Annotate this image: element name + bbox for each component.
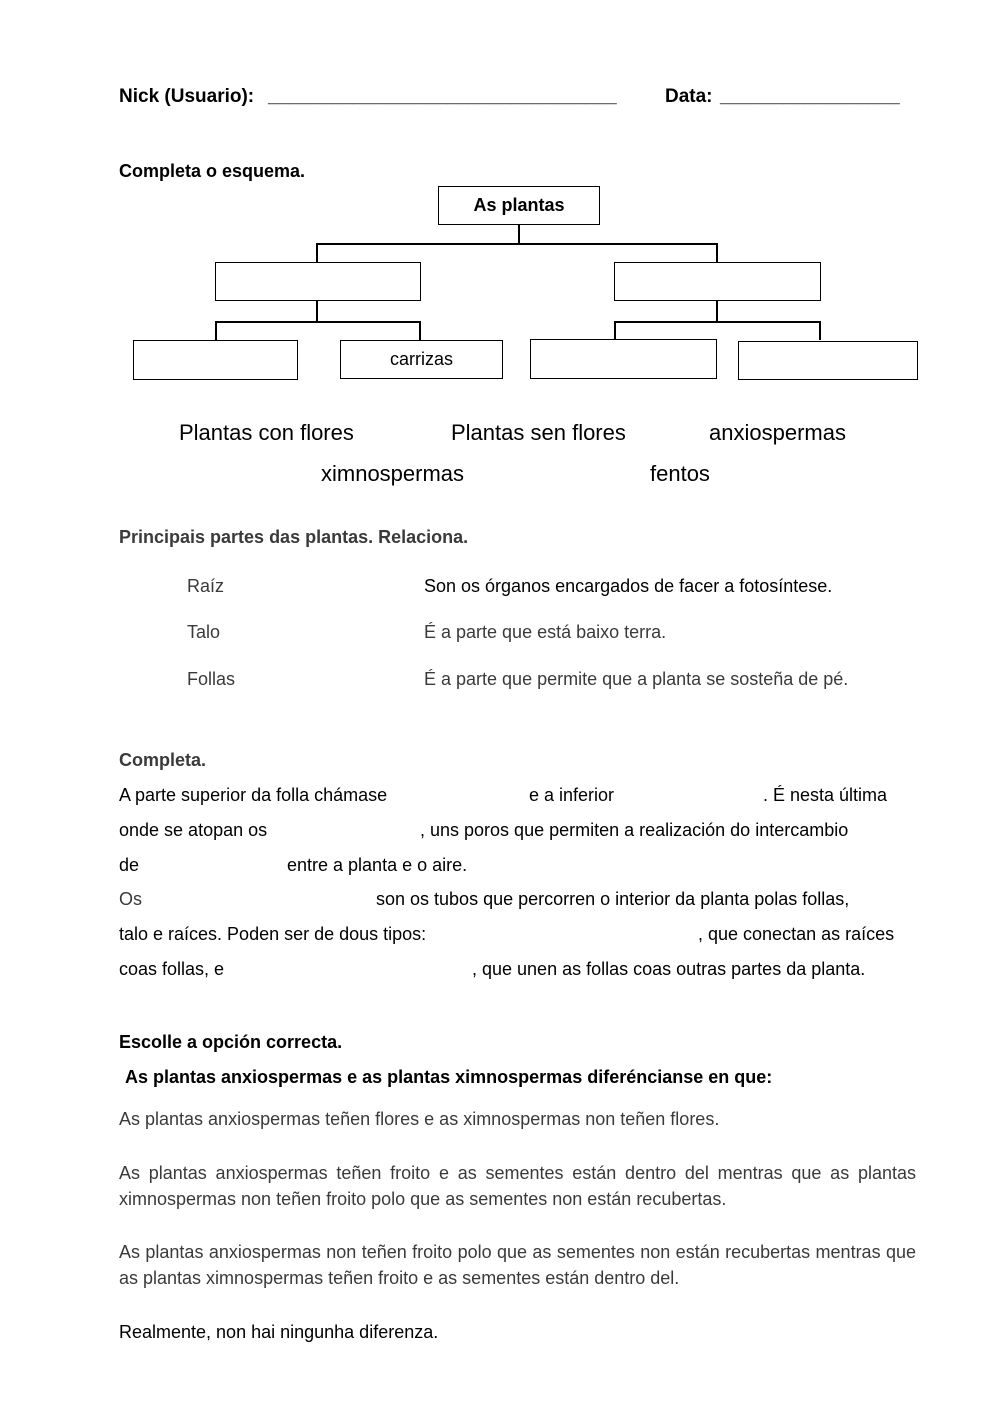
connector: [614, 321, 616, 340]
diagram-leaf-carrizas: [340, 340, 503, 379]
match-definition[interactable]: Son os órganos encargados de facer a fotosíntese.: [424, 576, 833, 596]
connector: [215, 321, 217, 340]
answer-option-3[interactable]: As plantas anxiospermas non teñen froito polo que as sementes non están recubertas mentras que as plantas ximnospermas teñen froito e as sementes están dentro del.: [119, 1242, 916, 1288]
word-bank-item[interactable]: ximnospermas: [321, 461, 465, 486]
date-label: Data:: [665, 86, 713, 107]
fill-text: A parte superior da folla chámase: [119, 785, 388, 805]
section-title-choose: Escolle a opción correcta.: [119, 1032, 343, 1052]
nick-label: Nick (Usuario):: [119, 86, 255, 107]
connector: [716, 243, 718, 262]
diagram-root-label: As plantas: [473, 195, 565, 215]
fill-text: , que conectan as raíces: [698, 924, 895, 944]
fill-blank-vessel-type-1[interactable]: [470, 922, 695, 945]
connector: [614, 321, 821, 323]
fill-blank-vessels[interactable]: [150, 887, 370, 910]
fill-text: de: [119, 855, 140, 875]
diagram-blank-leaf-3[interactable]: [530, 339, 717, 379]
fill-text: coas follas, e: [119, 959, 225, 979]
connector: [316, 243, 318, 262]
answer-option-1[interactable]: As plantas anxiospermas teñen flores e as ximnospermas non teñen flores.: [119, 1109, 720, 1129]
diagram-blank-leaf-4[interactable]: [738, 341, 918, 380]
match-term-follas[interactable]: Follas: [187, 669, 236, 689]
section-title-parts: Principais partes das plantas. Relaciona.: [119, 527, 469, 547]
fill-blank-upper-side[interactable]: [424, 783, 524, 806]
diagram-blank-box-left[interactable]: [215, 262, 421, 301]
connector: [518, 225, 520, 243]
match-definition[interactable]: É a parte que permite que a planta se sosteña de pé.: [424, 669, 849, 689]
fill-text: . É nesta última: [763, 785, 888, 805]
word-bank-item[interactable]: Plantas con flores: [179, 420, 354, 445]
word-bank-item[interactable]: Plantas sen flores: [451, 420, 626, 445]
fill-blank-stomata[interactable]: [290, 818, 415, 841]
connector: [716, 301, 718, 321]
connector: [316, 243, 717, 245]
match-term-talo[interactable]: Talo: [187, 622, 221, 642]
fill-blank-lower-side[interactable]: [630, 783, 760, 806]
fill-text: e a inferior: [529, 785, 615, 805]
date-field[interactable]: _________________: [720, 86, 900, 107]
question-text: As plantas anxiospermas e as plantas ximnospermas diferéncianse en que:: [125, 1067, 773, 1087]
fill-blank-gases[interactable]: [146, 853, 281, 876]
diagram-root-box: [438, 186, 600, 225]
diagram-blank-leaf-1[interactable]: [133, 340, 298, 380]
answer-option-2[interactable]: As plantas anxiospermas teñen froito e as sementes están dentro del mentras que as plantas ximnospermas non teñen froito polo que as sementes non están recubertas.: [119, 1163, 916, 1209]
connector: [419, 321, 421, 340]
diagram-leaf-label: carrizas: [389, 349, 453, 369]
connector: [316, 301, 318, 321]
word-bank-item[interactable]: fentos: [650, 461, 710, 486]
answer-option-4[interactable]: Realmente, non hai ningunha diferenza.: [119, 1322, 439, 1342]
section-title-scheme: Completa o esquema.: [119, 161, 306, 181]
connector: [215, 321, 421, 323]
fill-text: Os: [119, 889, 143, 909]
section-title-complete: Completa.: [119, 750, 207, 770]
fill-text: son os tubos que percorren o interior da planta polas follas,: [376, 889, 850, 909]
fill-text: onde se atopan os: [119, 820, 268, 840]
nick-field[interactable]: _________________________________: [268, 86, 617, 107]
match-term-raiz[interactable]: Raíz: [187, 576, 225, 596]
fill-text: talo e raíces. Poden ser de dous tipos:: [119, 924, 427, 944]
fill-text: entre a planta e o aire.: [287, 855, 468, 875]
word-bank-item[interactable]: anxiospermas: [709, 420, 846, 445]
fill-text: , que unen as follas coas outras partes da planta.: [472, 959, 866, 979]
diagram-blank-box-right[interactable]: [614, 262, 821, 301]
connector: [819, 321, 821, 340]
fill-blank-vessel-type-2[interactable]: [240, 957, 470, 980]
fill-text: , uns poros que permiten a realización do intercambio: [420, 820, 849, 840]
match-definition[interactable]: É a parte que está baixo terra.: [424, 622, 667, 642]
